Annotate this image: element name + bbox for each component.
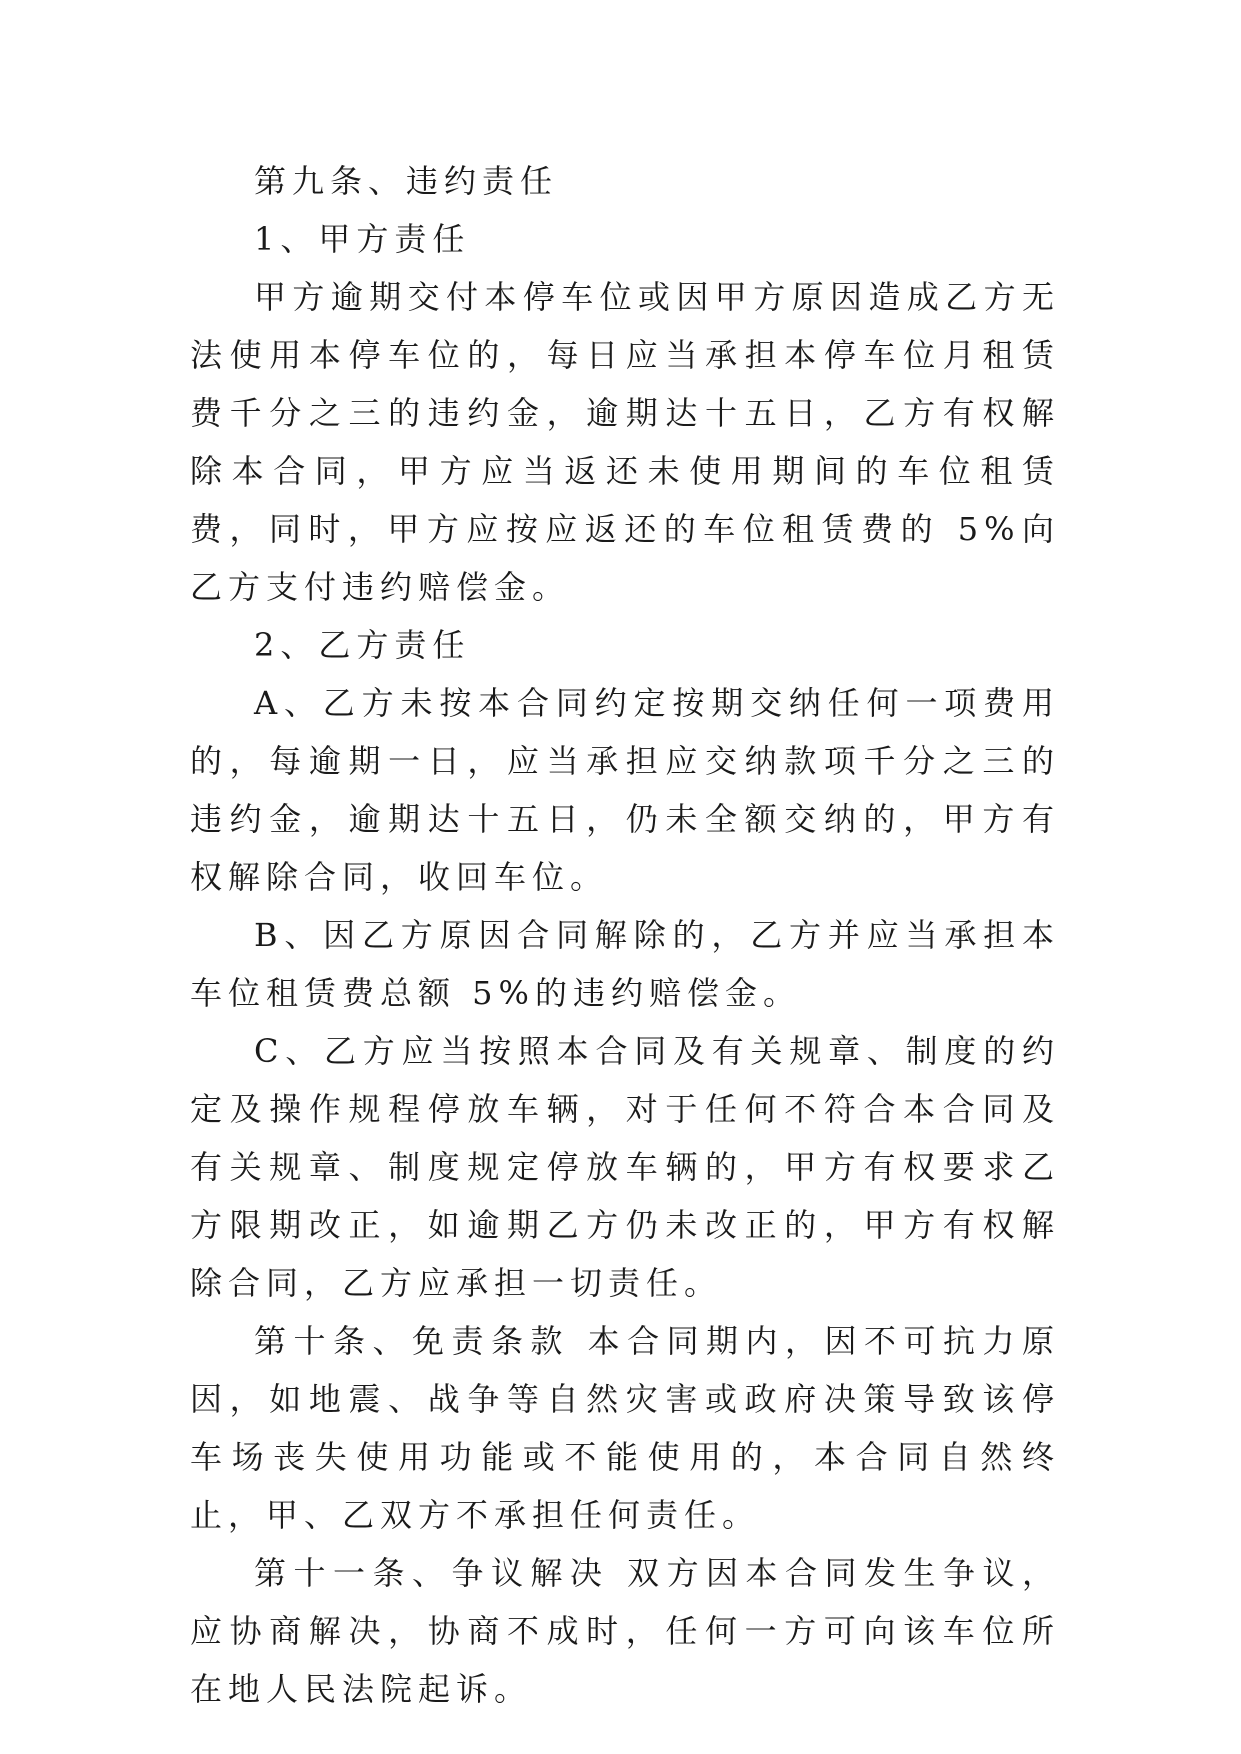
party-b-clause-b: B、因乙方原因合同解除的，乙方并应当承担本车位租赁费总额 5%的违约赔偿金。 bbox=[190, 916, 1060, 1012]
party-b-liability-heading: 2、乙方责任 bbox=[254, 626, 471, 664]
party-a-liability-heading: 1、甲方责任 bbox=[254, 220, 471, 258]
party-b-clause-a: A、乙方未按本合同约定按期交纳任何一项费用的，每逾期一日，应当承担应交纳款项千分之三的违约金，逾期达十五日，仍未全额交纳的，甲方有权解除合同，收回车位。 bbox=[190, 684, 1060, 896]
document-body bbox=[190, 152, 1060, 1718]
party-a-liability-text: 甲方逾期交付本停车位或因甲方原因造成乙方无法使用本停车位的，每日应当承担本停车位月租赁费千分之三的违约金，逾期达十五日，乙方有权解除本合同，甲方应当返还未使用期间的车位租赁费，同时，甲方应按应返还的车位租赁费的 5%向乙方支付违约赔偿金。 bbox=[190, 278, 1060, 606]
article-11-dispute: 第十一条、争议解决 双方因本合同发生争议，应协商解决，协商不成时，任何一方可向该车位所在地人民法院起诉。 bbox=[190, 1554, 1060, 1708]
article-9-heading: 第九条、违约责任 bbox=[254, 162, 559, 200]
article-10-exemption: 第十条、免责条款 本合同期内，因不可抗力原因，如地震、战争等自然灾害或政府决策导致该停车场丧失使用功能或不能使用的，本合同自然终止，甲、乙双方不承担任何责任。 bbox=[190, 1322, 1060, 1534]
party-b-clause-c: C、乙方应当按照本合同及有关规章、制度的约定及操作规程停放车辆，对于任何不符合本合同及有关规章、制度规定停放车辆的，甲方有权要求乙方限期改正，如逾期乙方仍未改正的，甲方有权解除合同，乙方应承担一切责任。 bbox=[190, 1032, 1060, 1302]
